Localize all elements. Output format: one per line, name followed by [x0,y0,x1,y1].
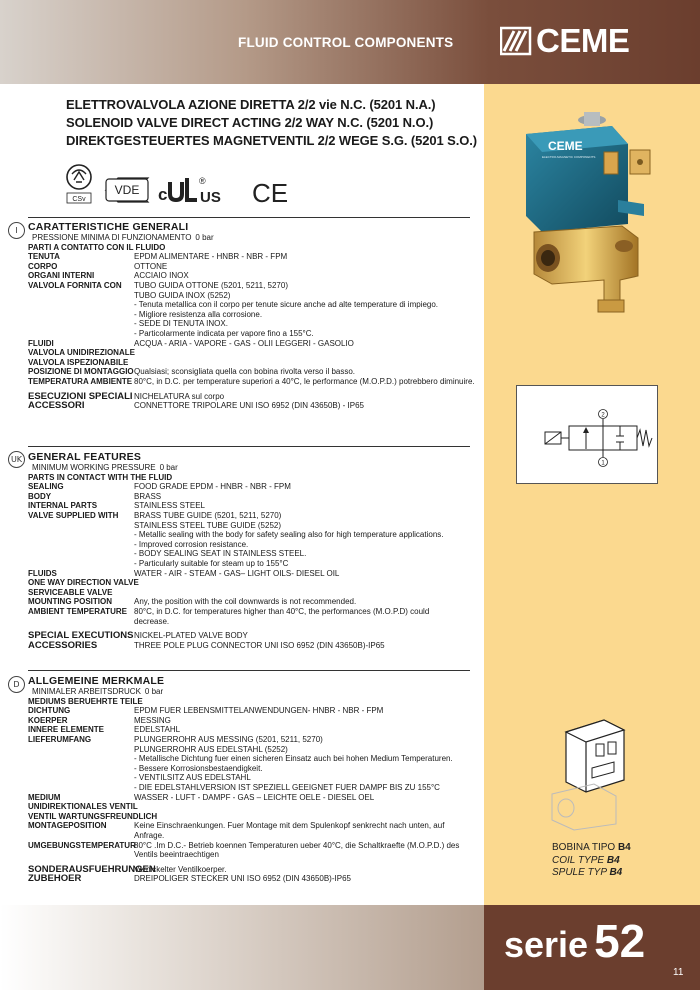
footer-gradient [0,905,484,990]
special-label: ESECUZIONI SPECIALI [28,390,133,402]
spec-value: MESSING [134,715,171,725]
spec-row [28,252,470,262]
spec-row [28,569,470,579]
spec-row [28,821,470,840]
series-label [504,914,645,968]
spec-row [28,348,470,358]
valve-symbol-diagram [517,386,657,483]
spec-row [28,492,470,502]
spec-label: MOUNTING POSITION [28,597,112,607]
spec-value: STAINLESS STEEL TUBE GUIDE (5252) [134,520,282,530]
accessories-row [28,874,470,884]
certification-logos [66,160,296,210]
spec-value: PLUNGERROHR AUS MESSING (5201, 5211, 5270) [134,734,323,744]
spec-label: MONTAGEPOSITION [28,821,107,831]
spec-label: ONE WAY DIRECTION VALVE [28,578,139,588]
ul-c-text: c [158,185,168,204]
spec-value: FOOD GRADE EPDM - HNBR - NBR - FPM [134,482,291,492]
spec-value: OTTONE [134,261,168,271]
spec-label: LIEFERUMFANG [28,734,92,744]
section-title: ALLGEMEINE MERKMALE [28,675,165,687]
accessories-row [28,401,470,411]
title-german: DIREKTGESTEUERTES MAGNETVENTIL 2/2 WEGE S.G. (5201 S.O.) [66,133,477,148]
min-pressure-value: 0 bar [159,463,178,472]
min-pressure-row [28,687,470,697]
spec-label: SERVICEABLE VALVE [28,587,113,597]
special-label: SONDERAUSFUEHRUNGEN [28,863,156,875]
ceme-logo-text: CEME [536,22,630,59]
spec-label: VALVOLA UNIDIREZIONALE [28,348,135,358]
spec-row [28,376,475,387]
spec-value [134,578,470,588]
spec-row [28,511,470,569]
accessories-value: THREE POLE PLUG CONNECTOR UNI ISO 6952 (DIN 43650B)-IP65 [134,640,385,650]
spec-value: STAINLESS STEEL [134,501,205,511]
spec-value: TUBO GUIDA OTTONE (5201, 5211, 5270) [134,280,288,290]
spec-row [28,841,470,860]
spec-value: decrease. [134,616,170,626]
ul-us-text: US [200,189,221,206]
section-german [28,676,470,884]
spec-value: Ventils beeintraechtigen [134,850,219,860]
spec-label: VALVOLA FORNITA CON [28,280,122,290]
spec-value: BRASS [134,491,162,501]
spec-row [28,607,470,626]
spec-label: FLUIDI [28,338,54,348]
coil-sub-text: ELECTRO-MAGNETIC COMPONENTS [542,155,596,159]
spec-row [28,501,470,511]
spec-value: - Particularly suitable for steam up to 155°C [134,558,289,568]
spec-value: Keine Einschraenkungen. Fuer Montage mit dem Spulenkopf senkrecht nach unten, auf [134,821,445,831]
spec-value: 80°C, in D.C. per temperature superiori a 40°C, le performance (M.O.P.D.) potrebbero diminuire. [134,376,475,386]
accessories-label: ZUBEHOER [28,873,82,885]
spec-row [28,802,470,812]
spec-label: UMGEBUNGSTEMPERATUR [28,840,136,850]
spec-value: - BODY SEALING SEAT IN STAINLESS STEEL. [134,549,307,559]
spec-value: - VENTILSITZ AUS EDELSTAHL [134,773,251,783]
accessories-row [28,641,470,651]
spec-label: CORPO [28,261,58,271]
min-pressure-row [28,463,470,473]
spec-row [28,358,470,368]
product-titles [66,96,477,150]
ceme-logo [500,22,664,59]
vde-mark-icon [106,178,148,202]
spec-value: - Bessere Korrosionsbestaendigkeit. [134,763,263,773]
port-1-label: 1 [601,460,605,467]
section-title: GENERAL FEATURES [28,451,142,463]
title-italian: ELETTROVALVOLA AZIONE DIRETTA 2/2 vie N.C. (5201 N.A.) [66,97,436,112]
spec-value [134,812,470,822]
spec-value: - Particolarmente indicata per vapore fino a 155°C. [134,328,314,338]
spec-value: EDELSTAHL [134,725,181,735]
special-value: NICKEL-PLATED VALVE BODY [134,631,248,641]
contact-parts-label: MEDIUMS BERUEHRTE TEILE [28,696,143,706]
spec-label: ORGANI INTERNI [28,271,95,281]
spec-value: ACQUA - ARIA - VAPORE - GAS - OLII LEGGERI - GASOLIO [134,338,354,348]
spec-value: TUBO GUIDA INOX (5252) [134,290,231,300]
special-label: SPECIAL EXECUTIONS [28,630,134,642]
spec-row [28,578,470,588]
spec-row [28,812,470,822]
section-title: CARATTERISTICHE GENERALI [28,221,189,233]
spec-value [134,358,470,368]
coil-caption-en: COIL TYPE B4 [552,854,620,866]
ul-r-text: ® [199,176,206,186]
csv-text: CSv [72,196,86,203]
ce-mark-icon [252,178,288,208]
spec-value: - Tenuta metallica con il corpo per tenute sicure anche ad alte temperature di impiego. [134,300,439,310]
spec-label: TENUTA [28,252,60,262]
spec-value: - DIE EDELSTAHLVERSION IST SPEZIELL GEEIGNET FUER DAMPF BIS ZU 155°C [134,782,440,792]
series-number: 52 [594,915,646,967]
port-2-label: 2 [601,412,605,419]
min-pressure-value: 0 bar [144,687,164,696]
accessories-value: CONNETTORE TRIPOLARE UNI ISO 6952 (DIN 43650B) - IP65 [134,401,364,411]
accessories-value: DREIPOLIGER STECKER UNI ISO 6952 (DIN 43650B)-IP65 [134,874,351,884]
spec-row [28,725,470,735]
spec-value: WASSER - LUFT - DAMPF - GAS – LEICHTE OELE - DIESEL OEL [134,792,375,802]
spec-row [28,339,470,349]
accessories-label: ACCESSORI [28,400,85,412]
spec-value: - SEDE DI TENUTA INOX. [134,319,228,329]
ul-mark-icon [158,176,221,206]
spec-value [134,802,470,812]
spec-label: MEDIUM [28,792,61,802]
spec-value: 80°C .Im D.C.- Betrieb koennen Temperaturen ueber 40°C, die Schaltkraefte (M.O.P.D.) des [134,840,460,850]
coil-b4-drawing [544,712,644,832]
spec-value [134,348,470,358]
language-badge-english: UK [8,451,25,468]
spec-label: SEALING [28,482,64,492]
csv-mark-icon [67,165,91,203]
spec-value: - Metallic sealing with the body for safety sealing also for high temperature applications. [134,530,444,540]
spec-value: BRASS TUBE GUIDE (5201, 5211, 5270) [134,510,282,520]
special-value: NICHELATURA sul corpo [134,391,225,401]
title-english: SOLENOID VALVE DIRECT ACTING 2/2 WAY N.C. (5201 N.O.) [66,115,434,130]
spec-value: - Migliore resistenza alla corrosione. [134,309,263,319]
special-row [28,392,470,402]
spec-row [28,271,470,281]
spec-row [28,367,470,377]
divider-english [28,446,470,447]
ce-text: CE [252,178,289,208]
spec-label: VALVOLA ISPEZIONABILE [28,357,129,367]
spec-row [28,588,470,598]
spec-row [28,597,470,607]
ceme-logo-mark-icon [500,26,532,56]
spec-value: Anfrage. [134,830,165,840]
spec-label: KOERPER [28,715,68,725]
page-number: 11 [673,967,684,978]
min-pressure-value: 0 bar [195,233,214,242]
spec-label: TEMPERATURA AMBIENTE [28,376,133,386]
spec-value: EPDM ALIMENTARE - HNBR - NBR - FPM [134,252,288,262]
spec-row [28,262,470,272]
spec-label: UNIDIREKTIONALES VENTIL [28,802,138,812]
spec-value: WATER - AIR - STEAM - GAS– LIGHT OILS- DIESEL OIL [134,568,340,578]
spec-value: PLUNGERROHR AUS EDELSTAHL (5252) [134,744,288,754]
contact-parts-label: PARTS IN CONTACT WITH THE FLUID [28,472,173,482]
solenoid-valve-image [512,104,672,324]
special-value: Vernickelter Ventilkoerper. [134,864,227,874]
spec-row [28,735,470,793]
special-row [28,865,470,875]
spec-label: INTERNAL PARTS [28,501,98,511]
coil-caption-it: BOBINA TIPO B4 [552,842,631,853]
spec-value: 80°C, in D.C. for temperatures higher than 40°C, the performances (M.O.P.D) could [134,606,430,616]
spec-row [28,716,470,726]
valve-symbol-box [516,385,658,484]
spec-row [28,281,470,339]
coil-caption [552,842,631,880]
min-pressure-label: MINIMUM WORKING PRESSURE [32,463,156,472]
spec-value: EPDM FUER LEBENSMITTELANWENDUNGEN- HNBR - NBR - FPM [134,706,384,716]
divider-german [28,670,470,671]
language-badge-german: D [8,676,25,693]
contact-parts-label: PARTI A CONTATTO CON IL FLUIDO [28,242,166,252]
spec-value: Qualsiasi; sconsigliata quella con bobina rivolta verso il basso. [134,367,356,377]
spec-label: INNERE ELEMENTE [28,725,105,735]
coil-brand-text: CEME [548,139,583,153]
header-bar [0,0,700,84]
spec-label: VENTIL WARTUNGSFREUNDLICH [28,811,158,821]
coil-caption-de: SPULE TYP B4 [552,867,623,878]
section-english [28,452,470,650]
spec-value: - Improved corrosion resistance. [134,539,249,549]
spec-row [28,706,470,716]
spec-value: - Metallische Dichtung fuer einen sicheren Einsatz auch bei hohen Medium Temperaturen. [134,754,453,764]
header-title: FLUID CONTROL COMPONENTS [238,35,454,50]
spec-label: VALVE SUPPLIED WITH [28,510,119,520]
language-badge-italian: I [8,222,25,239]
min-pressure-label: MINIMALER ARBEITSDRUCK [32,687,141,696]
vde-text: VDE [114,183,140,197]
min-pressure-label: PRESSIONE MINIMA DI FUNZIONAMENTO [32,233,192,242]
spec-value: Any, the position with the coil downwards is not recommended. [134,597,357,607]
spec-label: BODY [28,491,52,501]
spec-value [134,588,470,598]
section-italian [28,221,475,412]
divider-italian [28,217,470,218]
accessories-label: ACCESSORIES [28,639,98,651]
series-word: serie [504,924,589,965]
spec-label: POSIZIONE DI MONTAGGIO [28,367,134,377]
spec-value: ACCIAIO INOX [134,271,189,281]
spec-row [28,793,470,803]
spec-label: DICHTUNG [28,706,71,716]
spec-row [28,482,470,492]
spec-label: FLUIDS [28,568,57,578]
spec-label: AMBIENT TEMPERATURE [28,606,127,616]
min-pressure-row [28,233,470,243]
